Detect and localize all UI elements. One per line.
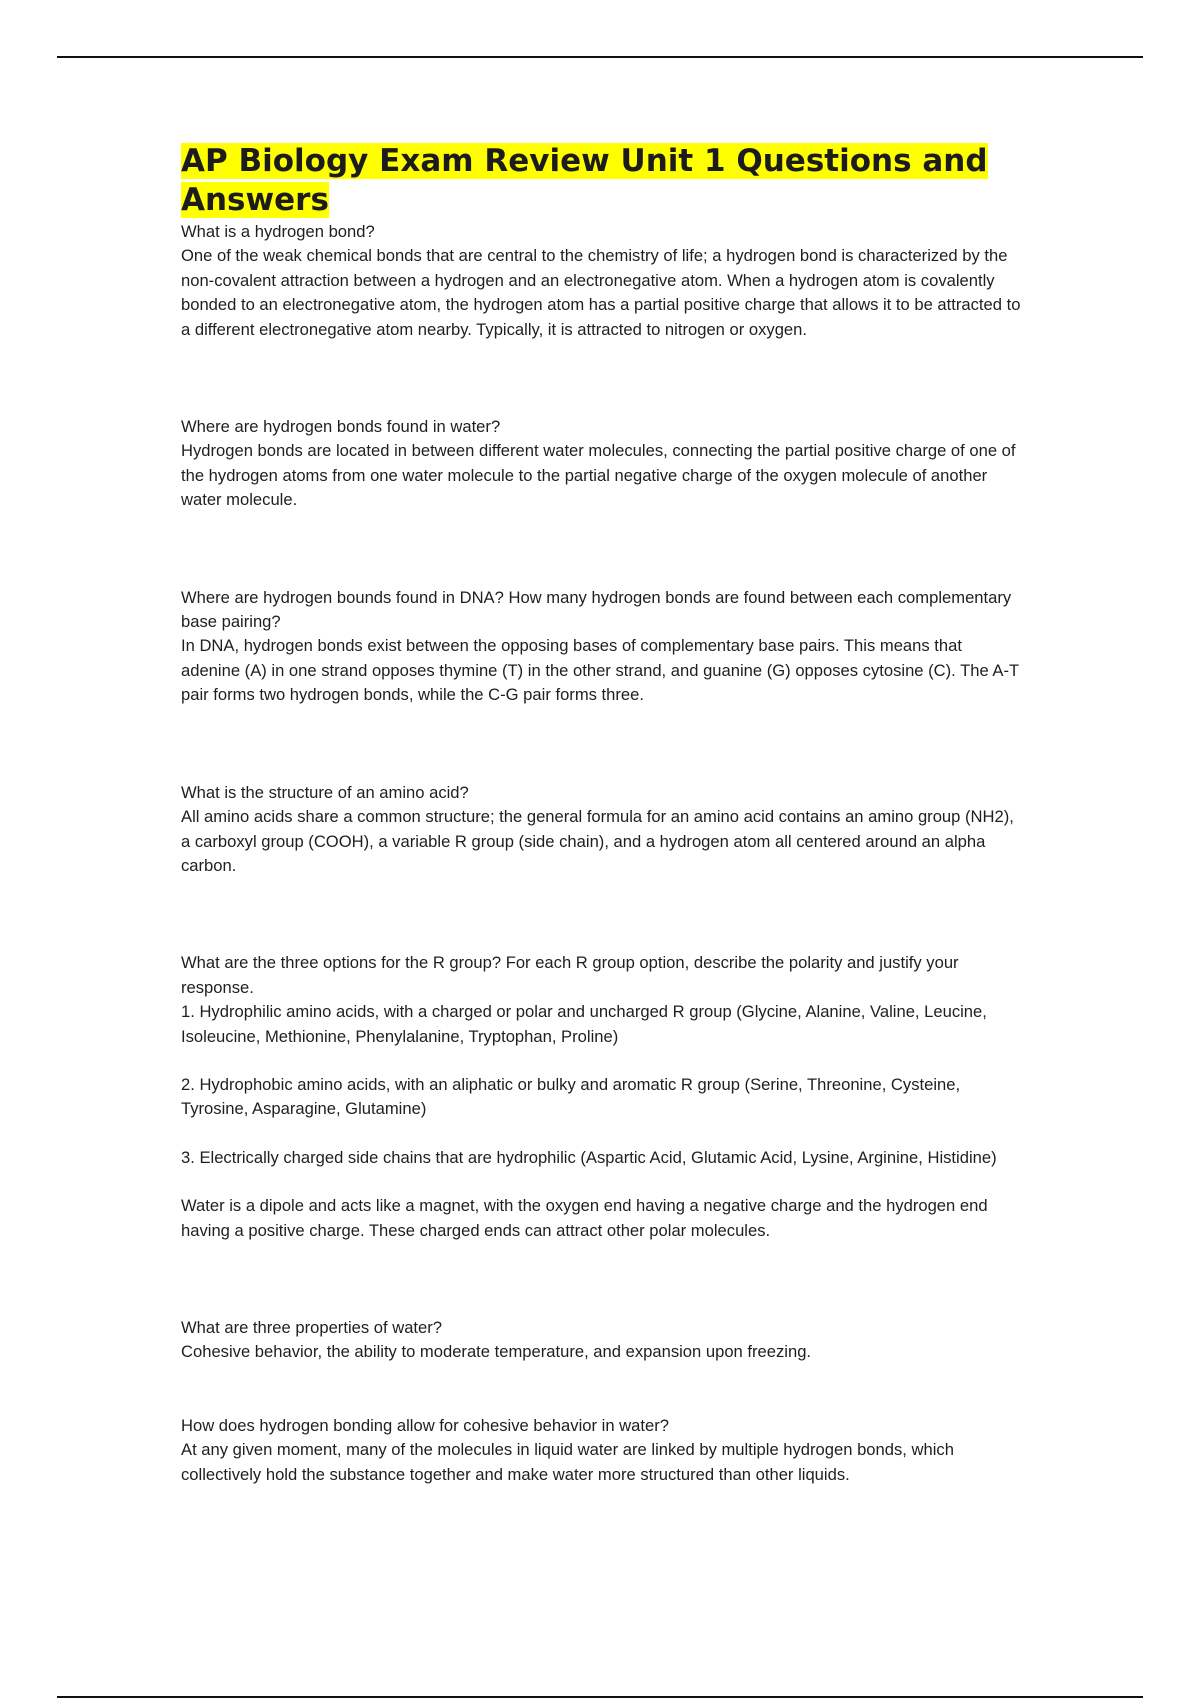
qa-item-2	[181, 415, 1021, 513]
qa-item-5	[181, 951, 1021, 1243]
answer-text: One of the weak chemical bonds that are central to the chemistry of life; a hydrogen bond is characterized by the non-covalent attraction between a hydrogen and an electronegative atom. When a hydrogen atom is covalently bonded to an electronegative atom, the hydrogen atom has a partial positive charge that allows it to be attracted to a different electronegative atom nearby. Typically, it is attracted to nitrogen or oxygen.	[181, 246, 1026, 339]
bottom-rule	[57, 1696, 1143, 1698]
answer-text: In DNA, hydrogen bonds exist between the opposing bases of complementary base pairs. This means that adenine (A) in one strand opposes thymine (T) in the other strand, and guanine (G) opposes cytosine (C). The A-T pair forms two hydrogen bonds, while the C-G pair forms three.	[181, 636, 1024, 705]
qa-item-3	[181, 586, 1024, 708]
answer-text: At any given moment, many of the molecules in liquid water are linked by multiple hydrogen bonds, which collectively hold the substance together and make water more structured than other liquids.	[181, 1440, 959, 1484]
answer-part: 1. Hydrophilic amino acids, with a charged or polar and uncharged R group (Glycine, Alanine, Valine, Leucine, Isoleucine, Methionine, Phenylalanine, Tryptophan, Proline)	[181, 1002, 992, 1046]
question-text: What is a hydrogen bond?	[181, 222, 375, 241]
question-text: Where are hydrogen bonds found in water?	[181, 417, 501, 437]
answer-text: Hydrogen bonds are located in between different water molecules, connecting the partial positive charge of one of the hydrogen atoms from one water molecule to the partial negative charge of the oxygen molecule of another water molecule.	[181, 441, 1021, 510]
qa-item-4	[181, 781, 1021, 879]
question-text: How does hydrogen bonding allow for cohesive behavior in water?	[181, 1415, 669, 1435]
question-text: What is the structure of an amino acid?	[181, 782, 469, 802]
title-highlight: AP Biology Exam Review Unit 1 Questions and Answers	[181, 143, 988, 218]
top-rule	[57, 56, 1143, 58]
question-text: What are the three options for the R group? For each R group option, describe the polarity and justify your response.	[181, 953, 964, 997]
qa-item-7	[181, 1414, 1021, 1487]
question-text: Where are hydrogen bounds found in DNA? How many hydrogen bonds are found between each complementary base pairing?	[181, 587, 1016, 632]
answer-part: 3. Electrically charged side chains that are hydrophilic (Aspartic Acid, Glutamic Acid, Lysine, Arginine, Histidine)	[181, 1147, 997, 1167]
qa-item-6	[181, 1316, 1021, 1365]
question-text: What are three properties of water?	[181, 1317, 443, 1337]
answer-text: Cohesive behavior, the ability to moderate temperature, and expansion upon freezing.	[181, 1342, 812, 1362]
answer-part: Water is a dipole and acts like a magnet, with the oxygen end having a negative charge and the hydrogen end having a positive charge. These charged ends can attract other polar molecules.	[181, 1196, 993, 1240]
answer-part: 2. Hydrophobic amino acids, with an aliphatic or bulky and aromatic R group (Serine, Threonine, Cysteine, Tyrosine, Asparagine, Glutamine)	[181, 1074, 965, 1119]
answer-text: All amino acids share a common structure; the general formula for an amino acid contains an amino group (NH2), a carboxyl group (COOH), a variable R group (side chain), and a hydrogen atom all centered around an alpha carbon.	[181, 807, 1019, 875]
qa-item-1	[181, 220, 1026, 342]
document-body	[181, 142, 1026, 1487]
document-title	[181, 142, 1021, 220]
